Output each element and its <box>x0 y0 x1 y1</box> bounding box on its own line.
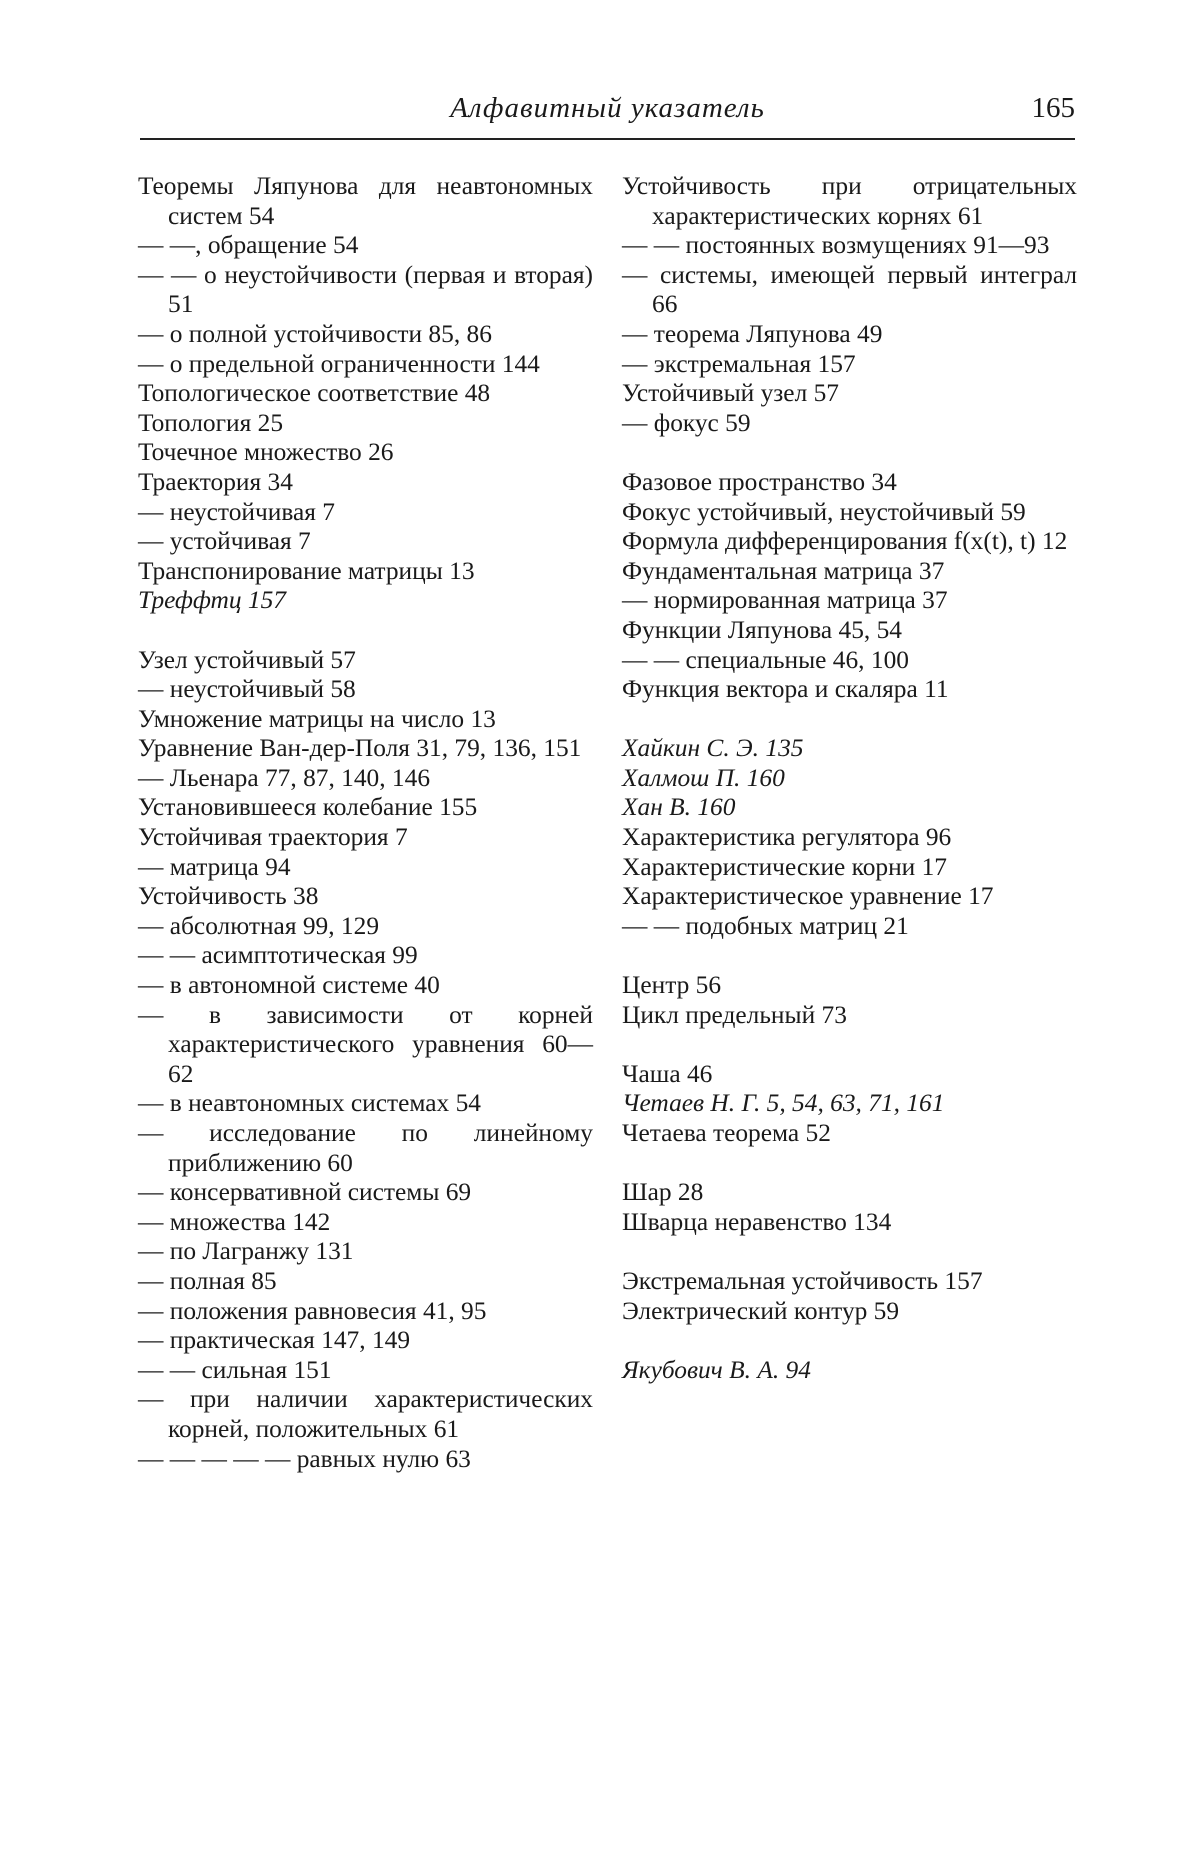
letter-group-gap <box>622 438 1077 468</box>
index-entry: Узел устойчивый 57 <box>138 645 356 674</box>
index-entry: Устойчивый узел 57 <box>622 379 839 408</box>
running-header <box>140 92 1075 132</box>
index-entry: — — — — — равных нулю 63 <box>138 1444 471 1473</box>
index-entry: Шварца неравенство 134 <box>622 1207 892 1236</box>
index-entry: — множества 142 <box>138 1207 331 1236</box>
index-entry: — в неавтономных системах 54 <box>138 1089 481 1118</box>
index-entry: — — асимптотическая 99 <box>138 941 418 970</box>
index-entry: Электрический контур 59 <box>622 1296 900 1325</box>
index-entry: Экстремальная устойчивость 157 <box>622 1266 983 1295</box>
index-entry: — исследование по линейному приближению 60 <box>138 1119 593 1177</box>
index-entry: Цикл предельный 73 <box>622 1000 847 1029</box>
index-entry: — абсолютная 99, 129 <box>138 911 380 940</box>
index-entry: Топологическое соответствие 48 <box>138 379 491 408</box>
index-entry: Функция вектора и скаляра 11 <box>622 675 949 704</box>
index-entry: Характеристическое уравнение 17 <box>622 882 994 911</box>
index-entry: — системы, имеющей первый интеграл 66 <box>622 260 1077 319</box>
index-entry: — —, обращение 54 <box>138 231 359 260</box>
letter-group-gap <box>138 616 593 646</box>
index-entry: — неустойчивый 58 <box>138 675 356 704</box>
index-entry: — о полной устойчивости 85, 86 <box>138 319 492 348</box>
page-number: 165 <box>1031 92 1075 124</box>
index-entry: — нормированная матрица 37 <box>622 586 948 615</box>
index-entry: — матрица 94 <box>138 852 291 881</box>
letter-group-gap <box>622 941 1077 971</box>
index-entry: Хайкин С. Э. 135 <box>622 734 804 763</box>
index-entry: Транспонирование матрицы 13 <box>138 556 475 585</box>
index-entry: — устойчивая 7 <box>138 527 311 556</box>
index-entry: — — специальные 46, 100 <box>622 645 909 674</box>
index-entry: Устойчивость 38 <box>138 882 319 911</box>
index-entry: — теорема Ляпунова 49 <box>622 319 883 348</box>
index-entry: Четаева теорема 52 <box>622 1119 831 1147</box>
index-entry: — при наличии характеристических корней, положительных 61 <box>138 1385 593 1443</box>
index-entry: Треффтц 157 <box>138 586 287 615</box>
index-entry: Чаша 46 <box>622 1059 713 1088</box>
index-entry: Якубович В. А. 94 <box>622 1355 811 1384</box>
index-entry: — в зависимости от корней характеристического уравнения 60—62 <box>138 1000 593 1088</box>
index-entry: Фокус устойчивый, неустойчивый 59 <box>622 497 1026 526</box>
index-entry: — экстремальная 157 <box>622 349 856 378</box>
index-entry: — положения равновесия 41, 95 <box>138 1296 487 1325</box>
index-entry: Хан В. 160 <box>622 793 736 822</box>
index-entry: Установившееся колебание 155 <box>138 793 478 822</box>
index-entry: — фокус 59 <box>622 408 751 437</box>
index-entry: Шар 28 <box>622 1178 704 1207</box>
index-column-left <box>138 172 593 1474</box>
letter-group-gap <box>622 705 1077 735</box>
index-entry: Халмош П. 160 <box>622 763 785 792</box>
index-entry: — полная 85 <box>138 1266 277 1295</box>
index-entry: Центр 56 <box>622 971 722 1000</box>
index-entry: — — постоянных возмущениях 91—93 <box>622 231 1050 260</box>
letter-group-gap <box>622 1149 1077 1179</box>
index-entry: Фазовое пространство 34 <box>622 467 897 496</box>
letter-group-gap <box>622 1326 1077 1356</box>
index-entry: — — сильная 151 <box>138 1355 332 1384</box>
index-entry: — — подобных матриц 21 <box>622 911 909 940</box>
letter-group-gap <box>622 1030 1077 1060</box>
index-entry: — Льенара 77, 87, 140, 146 <box>138 763 431 792</box>
index-column-right <box>622 172 1077 1385</box>
index-entry: — — о неустойчивости (первая и вторая) 51 <box>138 260 593 319</box>
index-entry: — практическая 147, 149 <box>138 1326 411 1355</box>
index-entry: — неустойчивая 7 <box>138 497 335 526</box>
index-entry: Характеристика регулятора 96 <box>622 823 952 852</box>
index-entry: — консервативной системы 69 <box>138 1178 472 1207</box>
header-rule <box>140 138 1075 140</box>
index-entry: Характеристические корни 17 <box>622 852 948 881</box>
index-entry: Функции Ляпунова 45, 54 <box>622 615 903 644</box>
index-entry: Топология 25 <box>138 408 284 437</box>
index-entry: Точечное множество 26 <box>138 438 394 467</box>
letter-group-gap <box>622 1237 1077 1267</box>
index-entry: Теоремы Ляпунова для неавтономных систем 54 <box>138 172 593 230</box>
index-entry: Четаев Н. Г. 5, 54, 63, 71, 161 <box>622 1089 945 1118</box>
index-entry: — по Лагранжу 131 <box>138 1237 354 1266</box>
index-entry: Устойчивая траектория 7 <box>138 823 408 852</box>
index-entry: Траектория 34 <box>138 467 293 496</box>
index-entry: Уравнение Ван-дер-Поля 31, 79, 136, 151 <box>138 734 582 763</box>
index-entry: — в автономной системе 40 <box>138 971 440 1000</box>
index-entry: Умножение матрицы на число 13 <box>138 704 496 733</box>
running-title: Алфавитный указатель <box>450 92 765 124</box>
index-entry: Формула дифференцирования f(x(t), t) 12 <box>622 527 1068 556</box>
index-entry: Фундаментальная матрица 37 <box>622 556 945 585</box>
index-entry: — о предельной ограниченности 144 <box>138 349 540 378</box>
index-entry: Устойчивость при отрицательных характеристических корнях 61 <box>622 172 1077 230</box>
